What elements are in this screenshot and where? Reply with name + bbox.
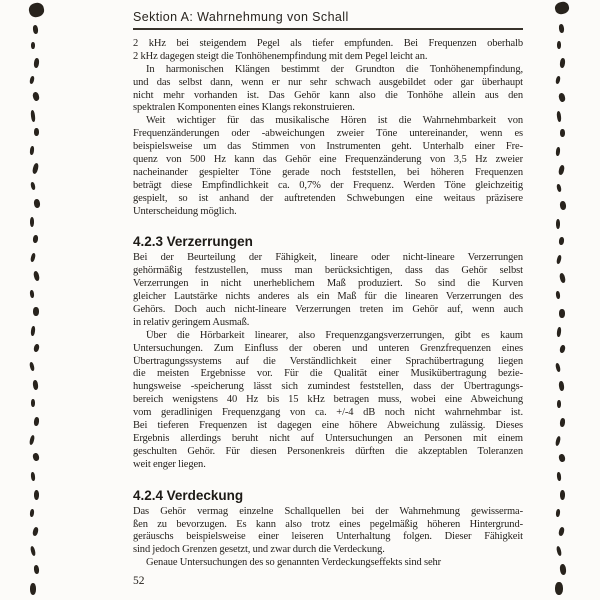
scan-artifact	[555, 363, 561, 373]
header-rule	[133, 28, 523, 30]
text-line: nacheinander gespielter Töne gerade noch feststellen, bei höheren Frequenzen	[133, 166, 523, 178]
text-line: und das selbst dann, wenn er nur sehr schwach ausgebildet oder gar überhaupt	[133, 76, 523, 88]
paragraph	[133, 115, 523, 218]
scan-artifact	[555, 582, 563, 595]
page-number: 52	[133, 575, 145, 587]
scan-artifact	[556, 291, 561, 299]
scan-artifact	[556, 327, 561, 337]
scan-artifact	[31, 399, 35, 407]
scan-artifact	[31, 42, 35, 49]
text-line: gespielt, so ist anhand der auftretenden Schwebungen eine weitaus präzisere	[133, 192, 523, 204]
scan-artifact	[558, 165, 565, 176]
paragraph	[133, 506, 523, 558]
scan-artifact	[33, 235, 39, 244]
scan-artifact	[33, 271, 40, 282]
text-line: Übertragungssystems auf die Verständlichkeit einer Sprachübertragung liegen	[133, 355, 523, 367]
scan-artifact	[32, 527, 39, 537]
text-line: Frequenzänderungen oder -abweichungen zweier Töne untereinander, wenn es	[133, 128, 523, 140]
scan-artifact	[34, 490, 39, 500]
text-line: hungsweise -speicherung lässt sich zumindest feststellen, dass der Übertragungs-	[133, 381, 523, 393]
scan-artifact	[556, 509, 561, 517]
scan-artifact	[558, 24, 564, 34]
scan-artifact	[33, 307, 39, 316]
scan-artifact	[30, 217, 34, 227]
scan-artifact	[555, 76, 561, 85]
scan-artifact	[559, 418, 565, 428]
scan-artifact	[33, 199, 40, 209]
text-line: Bei der Beurteilung der Fähigkeit, lineare oder nicht-lineare Verzerrungen	[133, 252, 523, 264]
scan-artifact	[30, 182, 36, 191]
text-line: ßen zu bevorzugen. Es kann also trotz eines pegelmäßig höheren Hintergrund-	[133, 518, 523, 530]
text-line: Genaue Untersuchungen des so genannten Verdeckungseffekts sind sehr	[146, 557, 442, 569]
text-line: in relativ geringem Ausmaß.	[133, 316, 250, 328]
scan-artifact	[556, 546, 562, 557]
scan-artifact	[557, 41, 561, 49]
scan-artifact	[32, 452, 40, 461]
scan-artifact	[559, 201, 566, 211]
scan-artifact	[558, 453, 566, 462]
text-line: Unterscheidung möglich.	[133, 205, 237, 217]
text-line: 2 kHz bei steigendem Pegel als tiefer empfunden. Bei Frequenzen oberhalb	[133, 38, 523, 49]
scan-artifact	[30, 472, 35, 481]
text-line: sind jedoch Grenzen gesetzt, und zwar durch die Verdeckung.	[133, 544, 385, 556]
scan-artifact	[29, 435, 35, 446]
scan-artifact	[28, 1, 46, 18]
paragraph	[133, 557, 523, 570]
scan-artifact	[29, 76, 35, 85]
scan-artifact	[558, 92, 566, 102]
text-line: Untersuchungen. Zum Einfluss der oberen und unteren Grenzfrequenzen eines	[133, 342, 523, 354]
text-line: Gehörs. Doch auch nicht-lineare Verzerrungen treten im Gehör auf, wenn auch	[133, 304, 523, 316]
text-line: beispielsweise um das Stimmen von Instrumenten geht. Unterhalb einer Fre-	[133, 141, 523, 153]
text-line: Das Gehör vermag einzelne Schallquellen bei der Wahrnehmung gewisserma-	[133, 505, 523, 517]
scan-artifact	[559, 309, 565, 318]
text-line: vom geradlinigen Frequenzgang von ca. +/-4 dB noch nicht wahrnehmbar ist.	[133, 407, 523, 419]
paragraph	[133, 252, 523, 329]
scan-artifact	[30, 326, 35, 336]
scan-artifact	[559, 345, 566, 354]
paragraph	[133, 64, 523, 116]
scan-artifact	[29, 362, 35, 372]
scan-artifact	[559, 273, 566, 284]
text-line: bereich wenigstens 40 Hz bis 15 kHz betragen muss, wobei eine Abweichung	[133, 394, 523, 406]
scan-artifact	[30, 253, 36, 263]
scan-artifact	[34, 128, 39, 136]
scan-artifact	[33, 344, 40, 353]
text-line: gleicher Lautstärke nichts anderes als ein Maß für die linearen Verzerrungen des	[133, 291, 523, 303]
text-line: gehörmäßig festzustellen, muss man berücksichtigen, dass das Gehör selbst	[133, 265, 523, 277]
scan-artifact	[560, 490, 565, 500]
scan-artifact	[554, 0, 570, 15]
text-line: Verzerrungen in nicht unerheblichem Maß produziert. So sind die Kurven	[133, 278, 523, 290]
scan-artifact	[30, 583, 36, 595]
scan-artifact	[33, 417, 39, 427]
scan-artifact	[30, 509, 35, 517]
scan-artifact	[30, 546, 36, 557]
text-line: nicht mehr vorhanden ist. Das Gehör kann also die Tonhöhe allein aus den	[133, 89, 523, 101]
text-line: weit enger liegen.	[133, 458, 206, 470]
text-line: quenz von 500 Hz kann das Gehör eine Frequenzänderung von 3,5 Hz zweier	[133, 154, 523, 166]
scan-artifact	[556, 111, 561, 122]
text-line: geräuschs beispielsweise einer leiseren Unterhaltung folgen. Dieser Fähigkeit	[133, 531, 523, 543]
scan-artifact	[558, 381, 564, 392]
scan-artifact	[30, 290, 35, 298]
text-line: In harmonischen Klängen bestimmt der Grundton die Tonhöhenempfindung,	[146, 63, 523, 75]
scan-artifact	[32, 25, 38, 35]
running-header: Sektion A: Wahrnehmung von Schall	[133, 10, 349, 24]
scan-artifact	[560, 129, 565, 137]
text-line: spektralen Komponenten eines Klangs rekonstruieren.	[133, 102, 355, 114]
text-line: geschulten Gehör. Für diesen Personenkreis dürften die akzeptablen Toleranzen	[133, 445, 523, 457]
paragraph	[133, 38, 523, 64]
scan-artifact	[33, 565, 39, 575]
scan-artifact	[30, 110, 35, 122]
text-line: beträgt diese Empfindlichkeit ca. 0,7% der Frequenz. Werden Töne gleichzeitig	[133, 179, 523, 191]
scan-artifact	[33, 58, 39, 69]
scan-artifact	[558, 527, 565, 537]
scan-artifact	[557, 400, 561, 408]
text-line: die meisten Ergebnisse vor. Für die Qualität einer Musikübertragung bezie-	[133, 368, 523, 380]
scan-artifact	[555, 436, 561, 447]
scan-artifact	[29, 146, 34, 155]
scan-artifact	[559, 564, 566, 576]
scan-artifact	[32, 163, 40, 175]
text-line: 2 kHz dagegen steigt die Tonhöhenempfindung mit dem Pegel leicht an.	[133, 50, 428, 62]
text-line: Weit wichtiger für das musikalische Hören ist die Wahrnehmbarkeit von	[146, 115, 523, 127]
page-body	[133, 38, 523, 570]
section-heading: 4.2.4 Verdeckung	[133, 487, 244, 503]
scan-artifact	[32, 91, 40, 101]
paragraph	[133, 330, 523, 472]
scan-artifact	[556, 219, 560, 229]
scan-artifact	[556, 472, 561, 481]
scan-artifact	[32, 380, 38, 391]
section-heading: 4.2.3 Verzerrungen	[133, 234, 253, 250]
text-line: Bei tieferen Frequenzen ist dagegen eine höhere Abweichung zulässig. Dieses	[133, 420, 523, 432]
scan-artifact	[559, 237, 565, 246]
scan-artifact	[555, 147, 560, 156]
text-line: Über die Hörbarkeit linearer, also Frequenzgangsverzerrungen, gibt es kaum	[146, 329, 523, 341]
scan-artifact	[556, 184, 562, 193]
text-line: Ergebnis allerdings beruht nicht auf Untersuchungen an Personen mit einem	[133, 432, 523, 444]
scan-artifact	[559, 58, 565, 69]
scan-artifact	[556, 255, 562, 265]
